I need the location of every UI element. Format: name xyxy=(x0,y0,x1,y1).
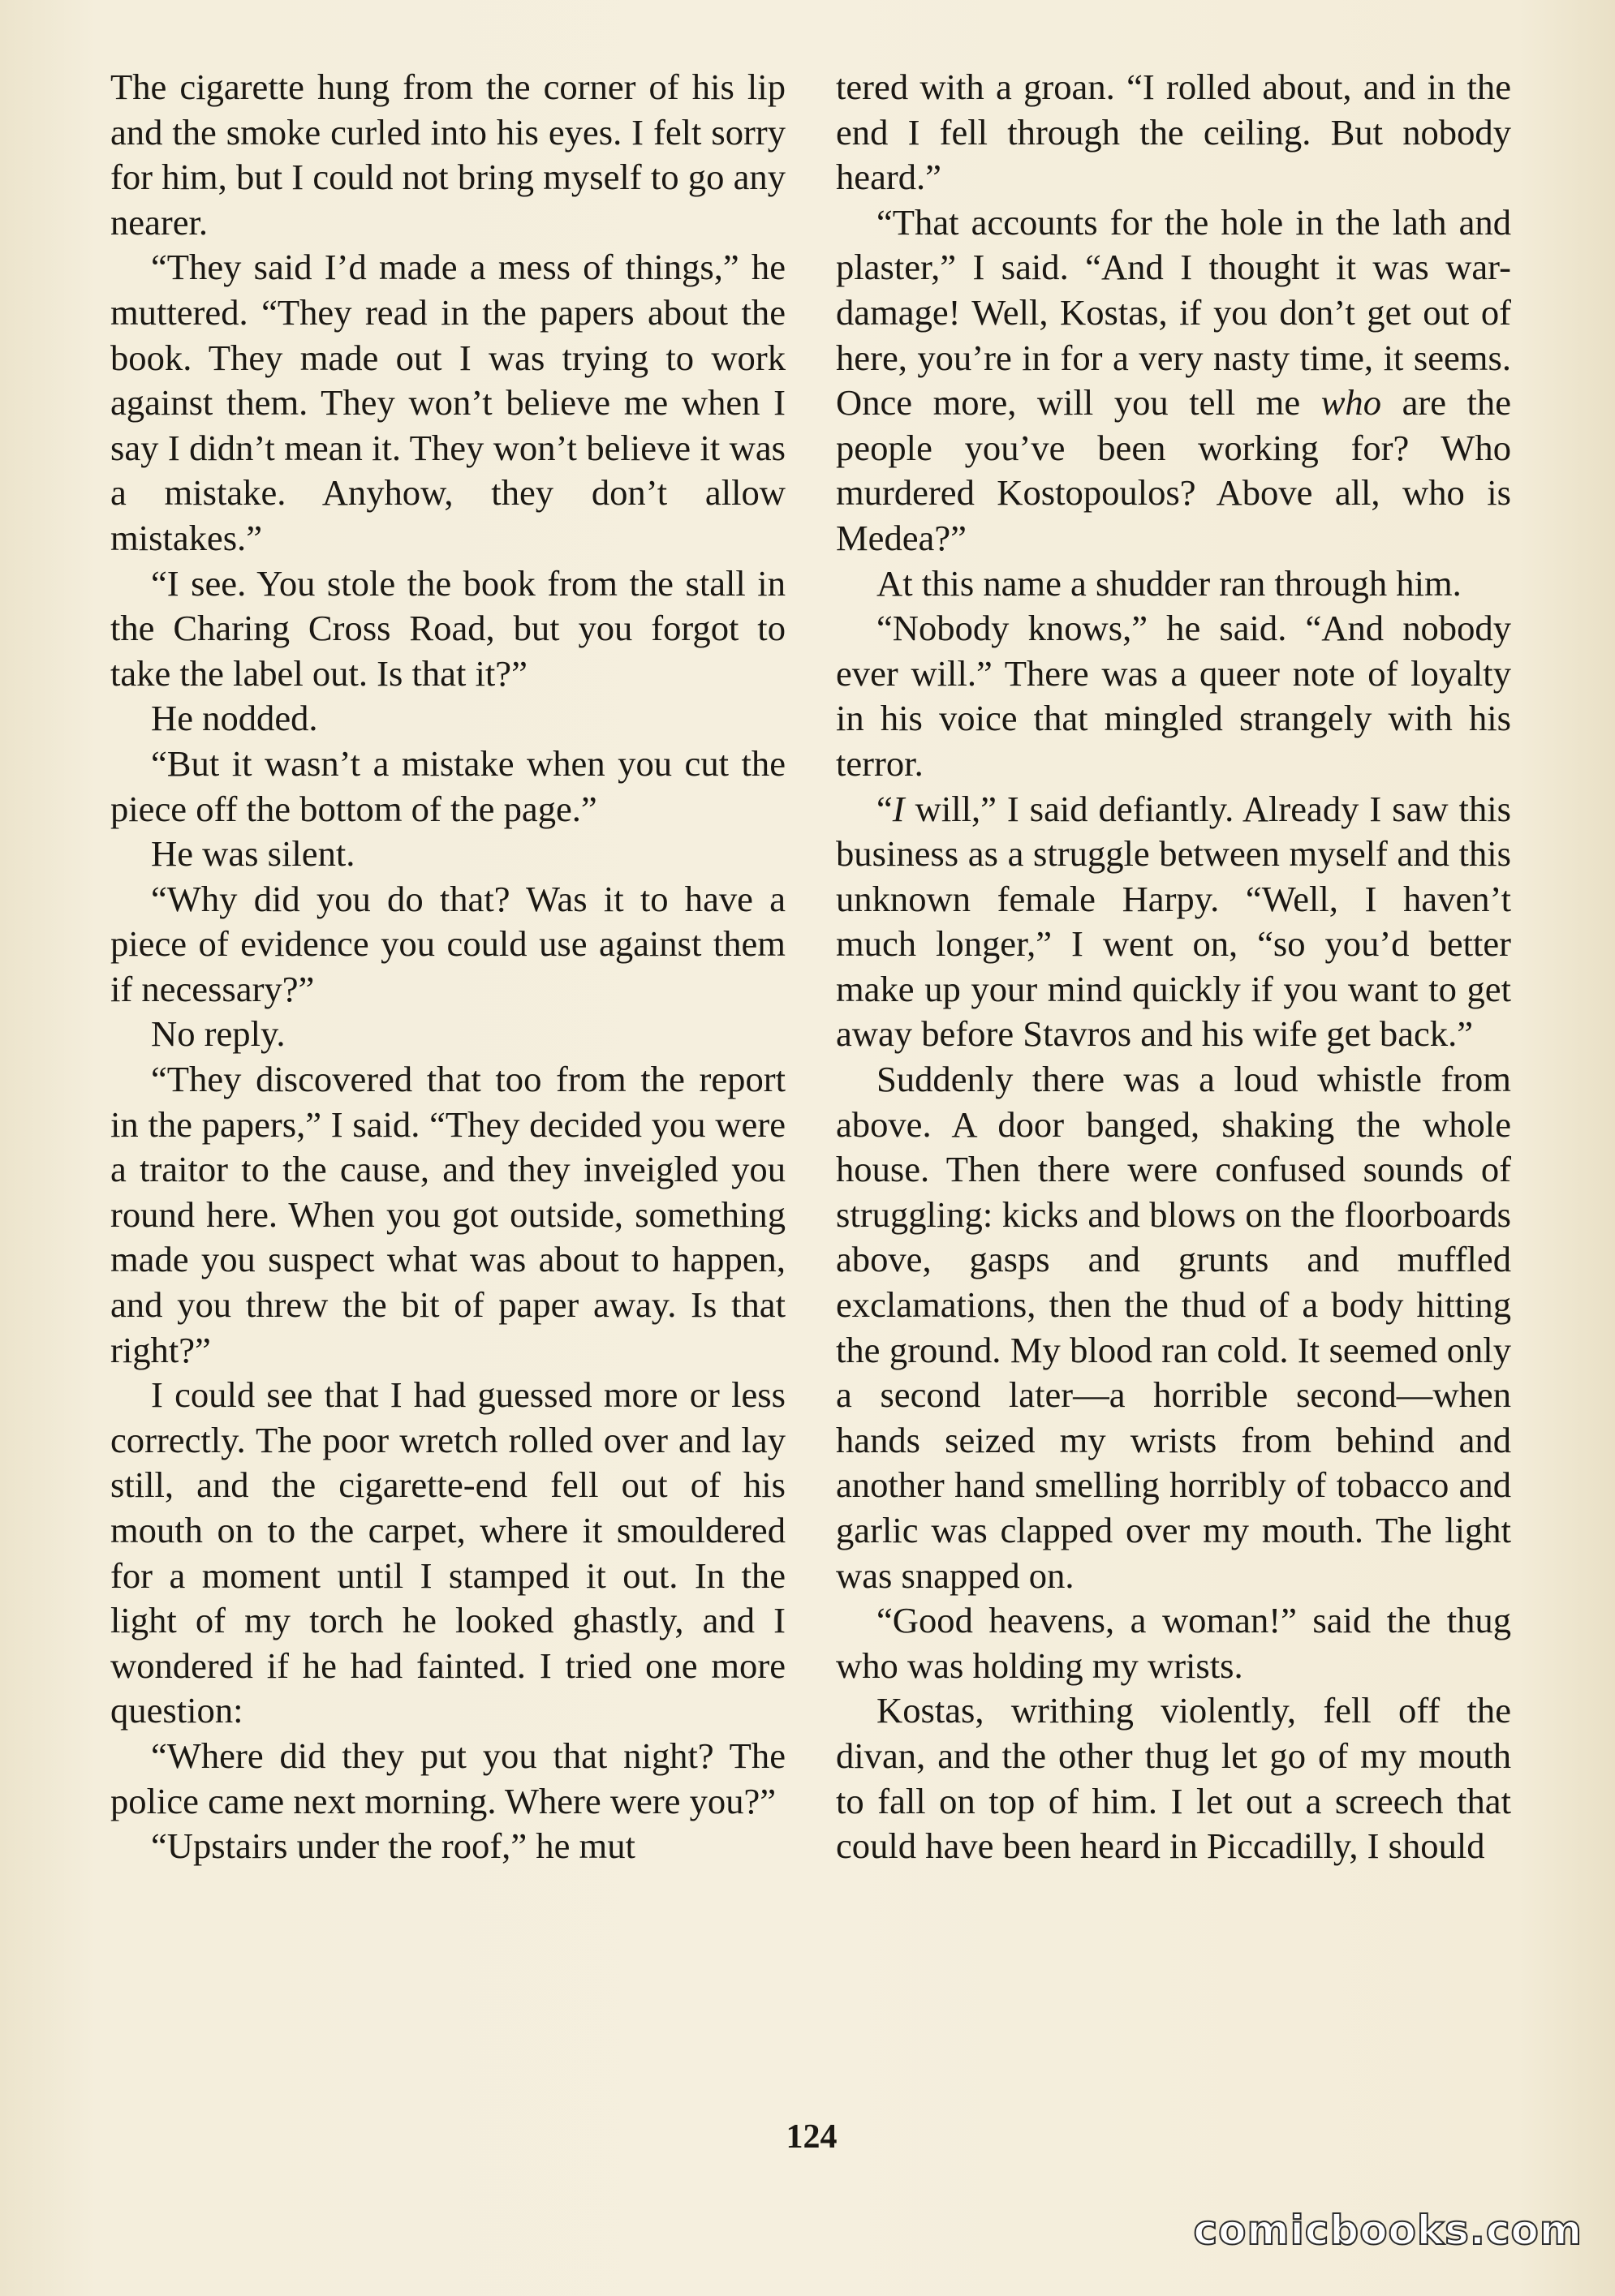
paragraph: “They said I’d made a mess of things,” he muttered. “They read in the papers about the book. They made out I was trying to work against them. They won’t believe me when I say I didn’t mean it. They won’t believe it was a mistake. Anyhow, they don’t allow mistakes.” xyxy=(110,247,786,558)
paragraph-text: will,” I said defiantly. Already I saw this business as a struggle between myself and this unknown female Harpy. “Well, I haven’t much longer,” I went on, “so you’d better make up your mind quickly if you want to get away before Stavros and his wife get back.” xyxy=(836,788,1511,1055)
left-column xyxy=(110,65,786,1869)
paragraph: Suddenly there was a loud whistle from above. A door banged, shaking the whole house. Then there were confused sounds of struggling: kicks and blows on the floorboards above, gasps and grunts and muffled exclamations, then the thud of a body hitting the ground. My blood ran cold. It seemed only a second later—a horrible second—when hands seized my wrists from behind and another hand smelling horribly of tobacco and garlic was clapped over my mouth. The light was snapped on. xyxy=(836,1059,1511,1596)
right-column xyxy=(836,65,1511,1869)
paragraph: “Nobody knows,” he said. “And nobody ever will.” There was a queer note of loyalty in his voice that mingled strangely with his terror. xyxy=(836,608,1511,784)
paragraph: “They discovered that too from the report in the papers,” I said. “They decided you were a traitor to the cause, and they inveigled you round here. When you got outside, something made you suspect what was about to happen, and you threw the bit of paper away. Is that right?” xyxy=(110,1059,786,1370)
paragraph: “Where did they put you that night? The police came next morning. Where were you?” xyxy=(110,1735,786,1821)
paragraph-text: “That accounts for the hole in the lath and plaster,” I said. “And I thought it was war-damage! Well, Kostas, if you don’t get out of here, you’re in for a very nasty time, it seems. Once more, will you tell me xyxy=(836,201,1511,424)
paragraph-text: are the people you’ve been working for? Who murdered Kostopoulos? Above all, who is Medea?” xyxy=(836,382,1511,558)
paragraph: No reply. xyxy=(151,1013,286,1055)
paragraph: He was silent. xyxy=(151,833,355,875)
paragraph: He nodded. xyxy=(151,698,318,739)
paragraph: At this name a shudder ran through him. xyxy=(876,562,1462,604)
paragraph xyxy=(836,787,1511,1058)
italic-word: I xyxy=(892,788,905,829)
page-number xyxy=(0,2118,1615,2156)
paragraph-text: “ xyxy=(876,788,893,829)
page-number-text: 124 xyxy=(786,2118,838,2156)
paragraph: “I see. You stole the book from the stall in the Charing Cross Road, but you forgot to take the label out. Is that it?” xyxy=(110,562,786,694)
paragraph: I could see that I had guessed more or less correctly. The poor wretch rolled over and lay still, and the cigarette-end fell out of his mouth on to the carpet, where it smouldered for a moment until I stamped it out. In the light of my torch he looked ghastly, and I wondered if he had fainted. I tried one more question: xyxy=(110,1374,786,1731)
paragraph: “Why did you do that? Was it to have a piece of evidence you could use against them if necessary?” xyxy=(110,878,786,1009)
paragraph: “But it wasn’t a mistake when you cut the piece off the bottom of the page.” xyxy=(110,742,786,829)
paragraph: The cigarette hung from the corner of his lip and the smoke curled into his eyes. I felt sorry for him, but I could not bring myself to go any nearer. xyxy=(110,67,786,243)
paragraph-continuation: tered with a groan. “I rolled about, and in the end I fell through the ceiling. But nobody heard.” xyxy=(836,67,1511,198)
italic-word: who xyxy=(1320,382,1382,424)
paragraph: “Good heavens, a woman!” said the thug who was holding my wrists. xyxy=(836,1600,1511,1686)
paragraph xyxy=(836,200,1511,561)
paragraph: “Upstairs under the roof,” he mut xyxy=(151,1825,635,1867)
watermark-logo: comicbooks.com xyxy=(1193,2207,1583,2254)
paragraph: Kostas, writhing violently, fell off the divan, and the other thug let go of my mouth to fall on top of him. I let out a screech that could have been heard in Piccadilly, I should xyxy=(836,1690,1511,1867)
